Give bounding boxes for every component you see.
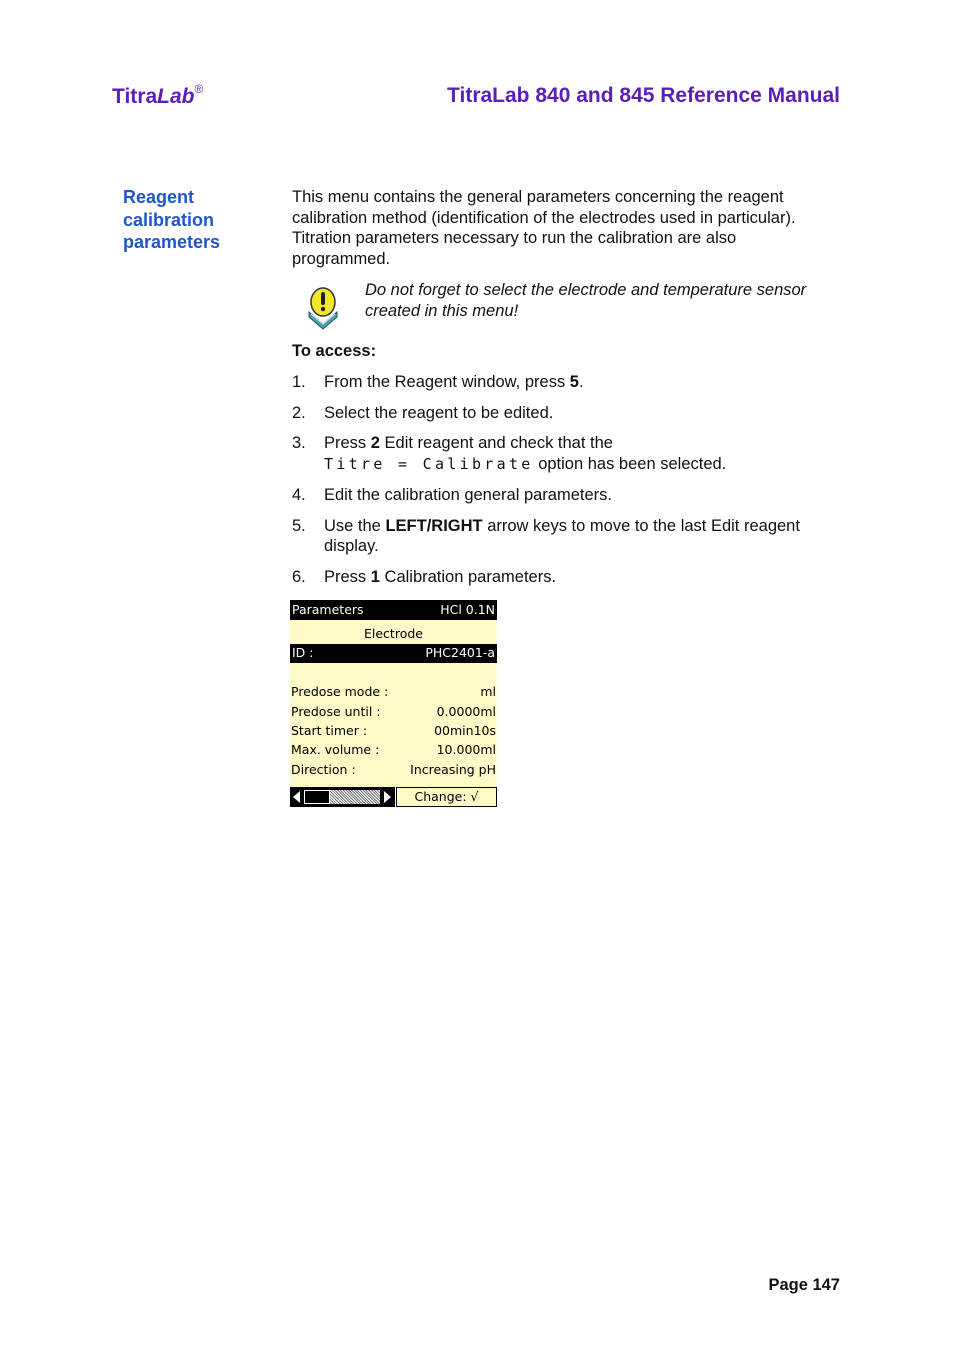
lcd-title-bar (290, 600, 497, 620)
left-arrow-icon[interactable] (293, 791, 300, 803)
step-key: 5 (569, 373, 579, 391)
step-text: Use the (324, 516, 386, 535)
intro-paragraph: This menu contains the general parameters concerning the reagent calibration method (identification of the electrodes used in particular). Titration parameters necessary to run the calibration are also programmed. (292, 188, 796, 269)
step-number: 4. (292, 485, 306, 504)
lcd-section-label: Electrode (364, 626, 423, 641)
lcd-param-value: 10.000ml (436, 742, 496, 757)
brand-logo (112, 84, 203, 109)
lcd-reagent: HCl 0.1N (440, 602, 495, 617)
step-text: Calibration parameters. (379, 567, 557, 586)
lcd-param-label: Predose until : (291, 704, 381, 719)
lcd-param-row[interactable] (291, 723, 496, 741)
list-item (292, 516, 842, 557)
warning-exclamation-icon (305, 284, 341, 330)
section-title-line: calibration (123, 209, 215, 230)
right-arrow-icon[interactable] (384, 791, 391, 803)
lcd-param-label: Predose mode : (291, 684, 389, 699)
list-item (292, 372, 842, 393)
lcd-param-value: Increasing pH (410, 762, 496, 777)
note-text: Do not forget to select the electrode and temperature sensor created in this menu! (365, 281, 807, 320)
lcd-param-value: 00min10s (434, 723, 496, 738)
step-text: . (578, 373, 584, 391)
lcd-param-label: Direction : (291, 762, 356, 777)
lcd-id-row[interactable] (290, 644, 497, 663)
step-text: Press (324, 567, 371, 586)
step-text: Edit the calibration general parameters. (324, 485, 612, 504)
step-number: 1. (292, 373, 306, 391)
step-key: 2 (370, 434, 380, 453)
change-softkey[interactable]: Change: √ (396, 787, 497, 807)
lcd-param-label: Max. volume : (291, 742, 380, 757)
lcd-param-value: ml (480, 684, 496, 699)
registered-mark: ® (194, 82, 204, 96)
step-text: Edit reagent and check that the (379, 434, 613, 453)
page-number: Page 147 (768, 1276, 840, 1294)
lcd-param-row[interactable] (291, 684, 496, 702)
step-text: From the Reagent window, press (324, 373, 570, 391)
lcd-param-row[interactable] (291, 762, 496, 780)
step-text: Select the reagent to be edited. (324, 403, 554, 422)
brand-italic: Lab (157, 85, 195, 108)
step-text: Press (324, 434, 371, 453)
section-title (123, 186, 273, 254)
lcd-param-row[interactable] (291, 742, 496, 760)
step-number: 2. (292, 403, 306, 422)
lcd-param-row[interactable] (291, 704, 496, 722)
lcd-param-label: Start timer : (291, 723, 368, 738)
lcd-id-label: ID : (292, 645, 314, 660)
step-number: 5. (292, 516, 306, 535)
step-text: option has been selected. (533, 455, 727, 474)
step-text: arrow keys to move to the last Edit reagent display. (324, 516, 800, 556)
scroll-thumb[interactable] (304, 790, 330, 804)
step-number: 3. (292, 434, 306, 453)
list-item (292, 433, 842, 474)
lcd-scrollbar[interactable] (290, 787, 395, 807)
lcd-footer (290, 787, 497, 807)
section-title-line: parameters (123, 232, 221, 252)
lcd-param-value: 0.0000ml (436, 704, 496, 719)
access-heading: To access: (292, 342, 377, 360)
section-title-line: Reagent (123, 187, 195, 207)
lcd-id-value: PHC2401-a (425, 645, 495, 660)
brand-prefix: Titra (112, 85, 158, 108)
list-item (292, 403, 842, 424)
step-number: 6. (292, 567, 306, 586)
lcd-screen (290, 600, 497, 807)
option-code: Titre = Calibrate (324, 455, 534, 474)
lcd-title: Parameters (292, 602, 364, 617)
manual-title: TitraLab 840 and 845 Reference Manual (447, 84, 840, 107)
list-item (292, 485, 842, 506)
step-key: 1 (370, 567, 380, 586)
steps-list (292, 372, 842, 598)
list-item (292, 567, 842, 588)
step-key: LEFT/RIGHT (385, 516, 483, 535)
